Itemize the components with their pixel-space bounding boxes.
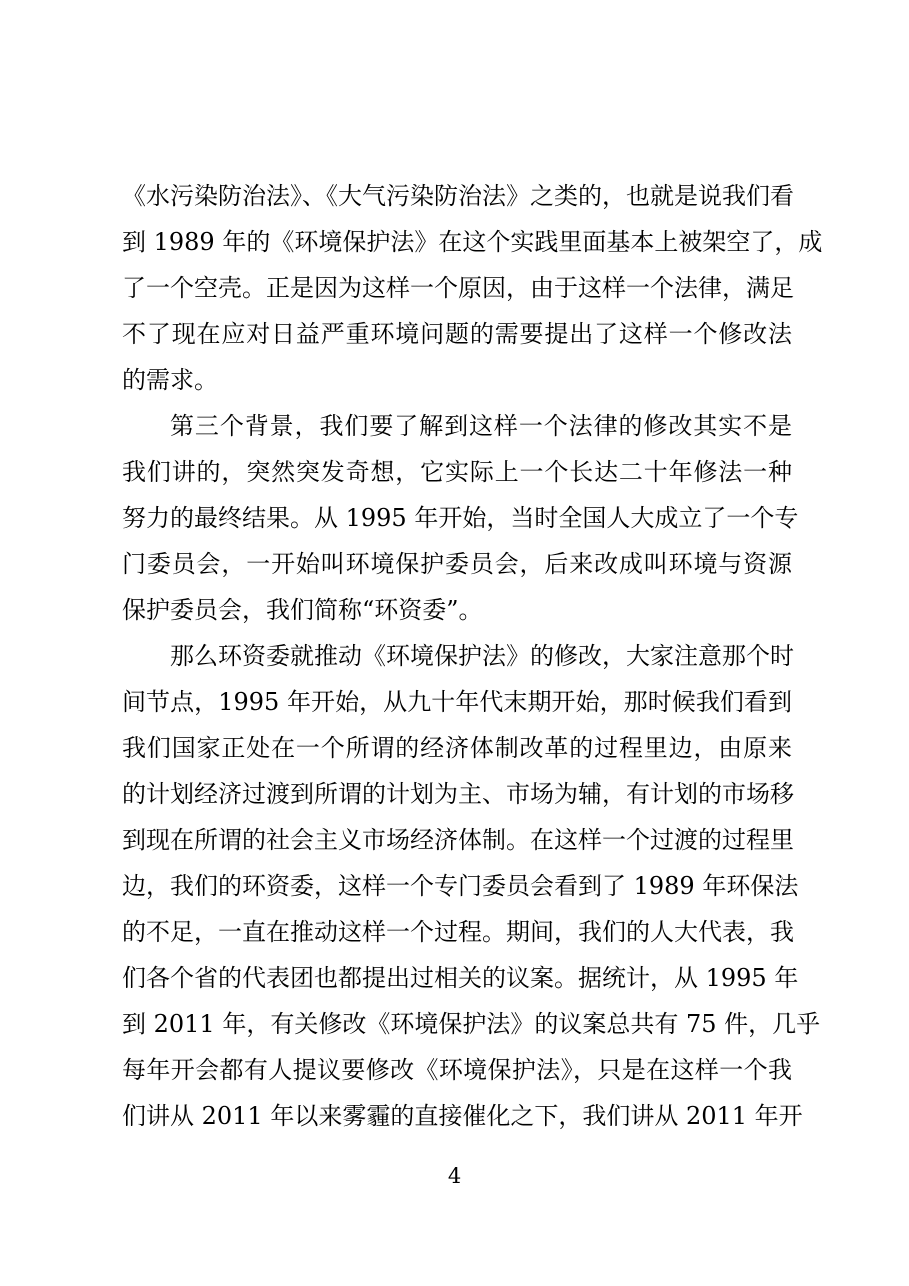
text-line: 每年开会都有人提议要修改《环境保护法》，只是在这样一个我: [122, 1056, 792, 1084]
text-line: 们各个省的代表团也都提出过相关的议案。据统计，从 1995 年: [122, 964, 799, 992]
text-line: 们讲从 2011 年以来雾霾的直接催化之下，我们讲从 2011 年开: [122, 1102, 803, 1130]
text-line: 那么环资委就推动《环境保护法》的修改，大家注意那个时: [170, 642, 794, 670]
text-line: 努力的最终结果。从 1995 年开始，当时全国人大成立了一个专: [122, 504, 799, 532]
text-line: 门委员会，一开始叫环境保护委员会，后来改成叫环境与资源: [122, 550, 792, 578]
text-line: 《水污染防治法》、《大气污染防治法》之类的，也就是说我们看: [122, 182, 794, 210]
text-line: 间节点，1995 年开始，从九十年代末期开始，那时候我们看到: [122, 688, 792, 716]
text-line: 保护委员会，我们简称“环资委”。: [122, 596, 483, 624]
text-line: 的计划经济过渡到所谓的计划为主、市场为辅，有计划的市场移: [122, 780, 794, 808]
text-line: 边，我们的环资委，这样一个专门委员会看到了 1989 年环保法: [122, 872, 799, 900]
text-line: 第三个背景，我们要了解到这样一个法律的修改其实不是: [170, 412, 792, 440]
text-line: 我们讲的，突然突发奇想，它实际上一个长达二十年修法一种: [122, 458, 792, 486]
text-line: 的不足，一直在推动这样一个过程。期间，我们的人大代表，我: [122, 918, 794, 946]
page-number: 4: [447, 1164, 462, 1188]
text-line: 我们国家正处在一个所谓的经济体制改革的过程里边，由原来: [122, 734, 792, 762]
text-line: 了一个空壳。正是因为这样一个原因，由于这样一个法律，满足: [122, 274, 794, 302]
text-line: 到 1989 年的《环境保护法》在这个实践里面基本上被架空了，成: [122, 228, 823, 256]
text-line: 不了现在应对日益严重环境问题的需要提出了这样一个修改法: [122, 320, 792, 348]
text-line: 的需求。: [122, 366, 218, 394]
text-line: 到现在所谓的社会主义市场经济体制。在这样一个过渡的过程里: [122, 826, 794, 854]
text-line: 到 2011 年，有关修改《环境保护法》的议案总共有 75 件，几乎: [122, 1010, 821, 1038]
